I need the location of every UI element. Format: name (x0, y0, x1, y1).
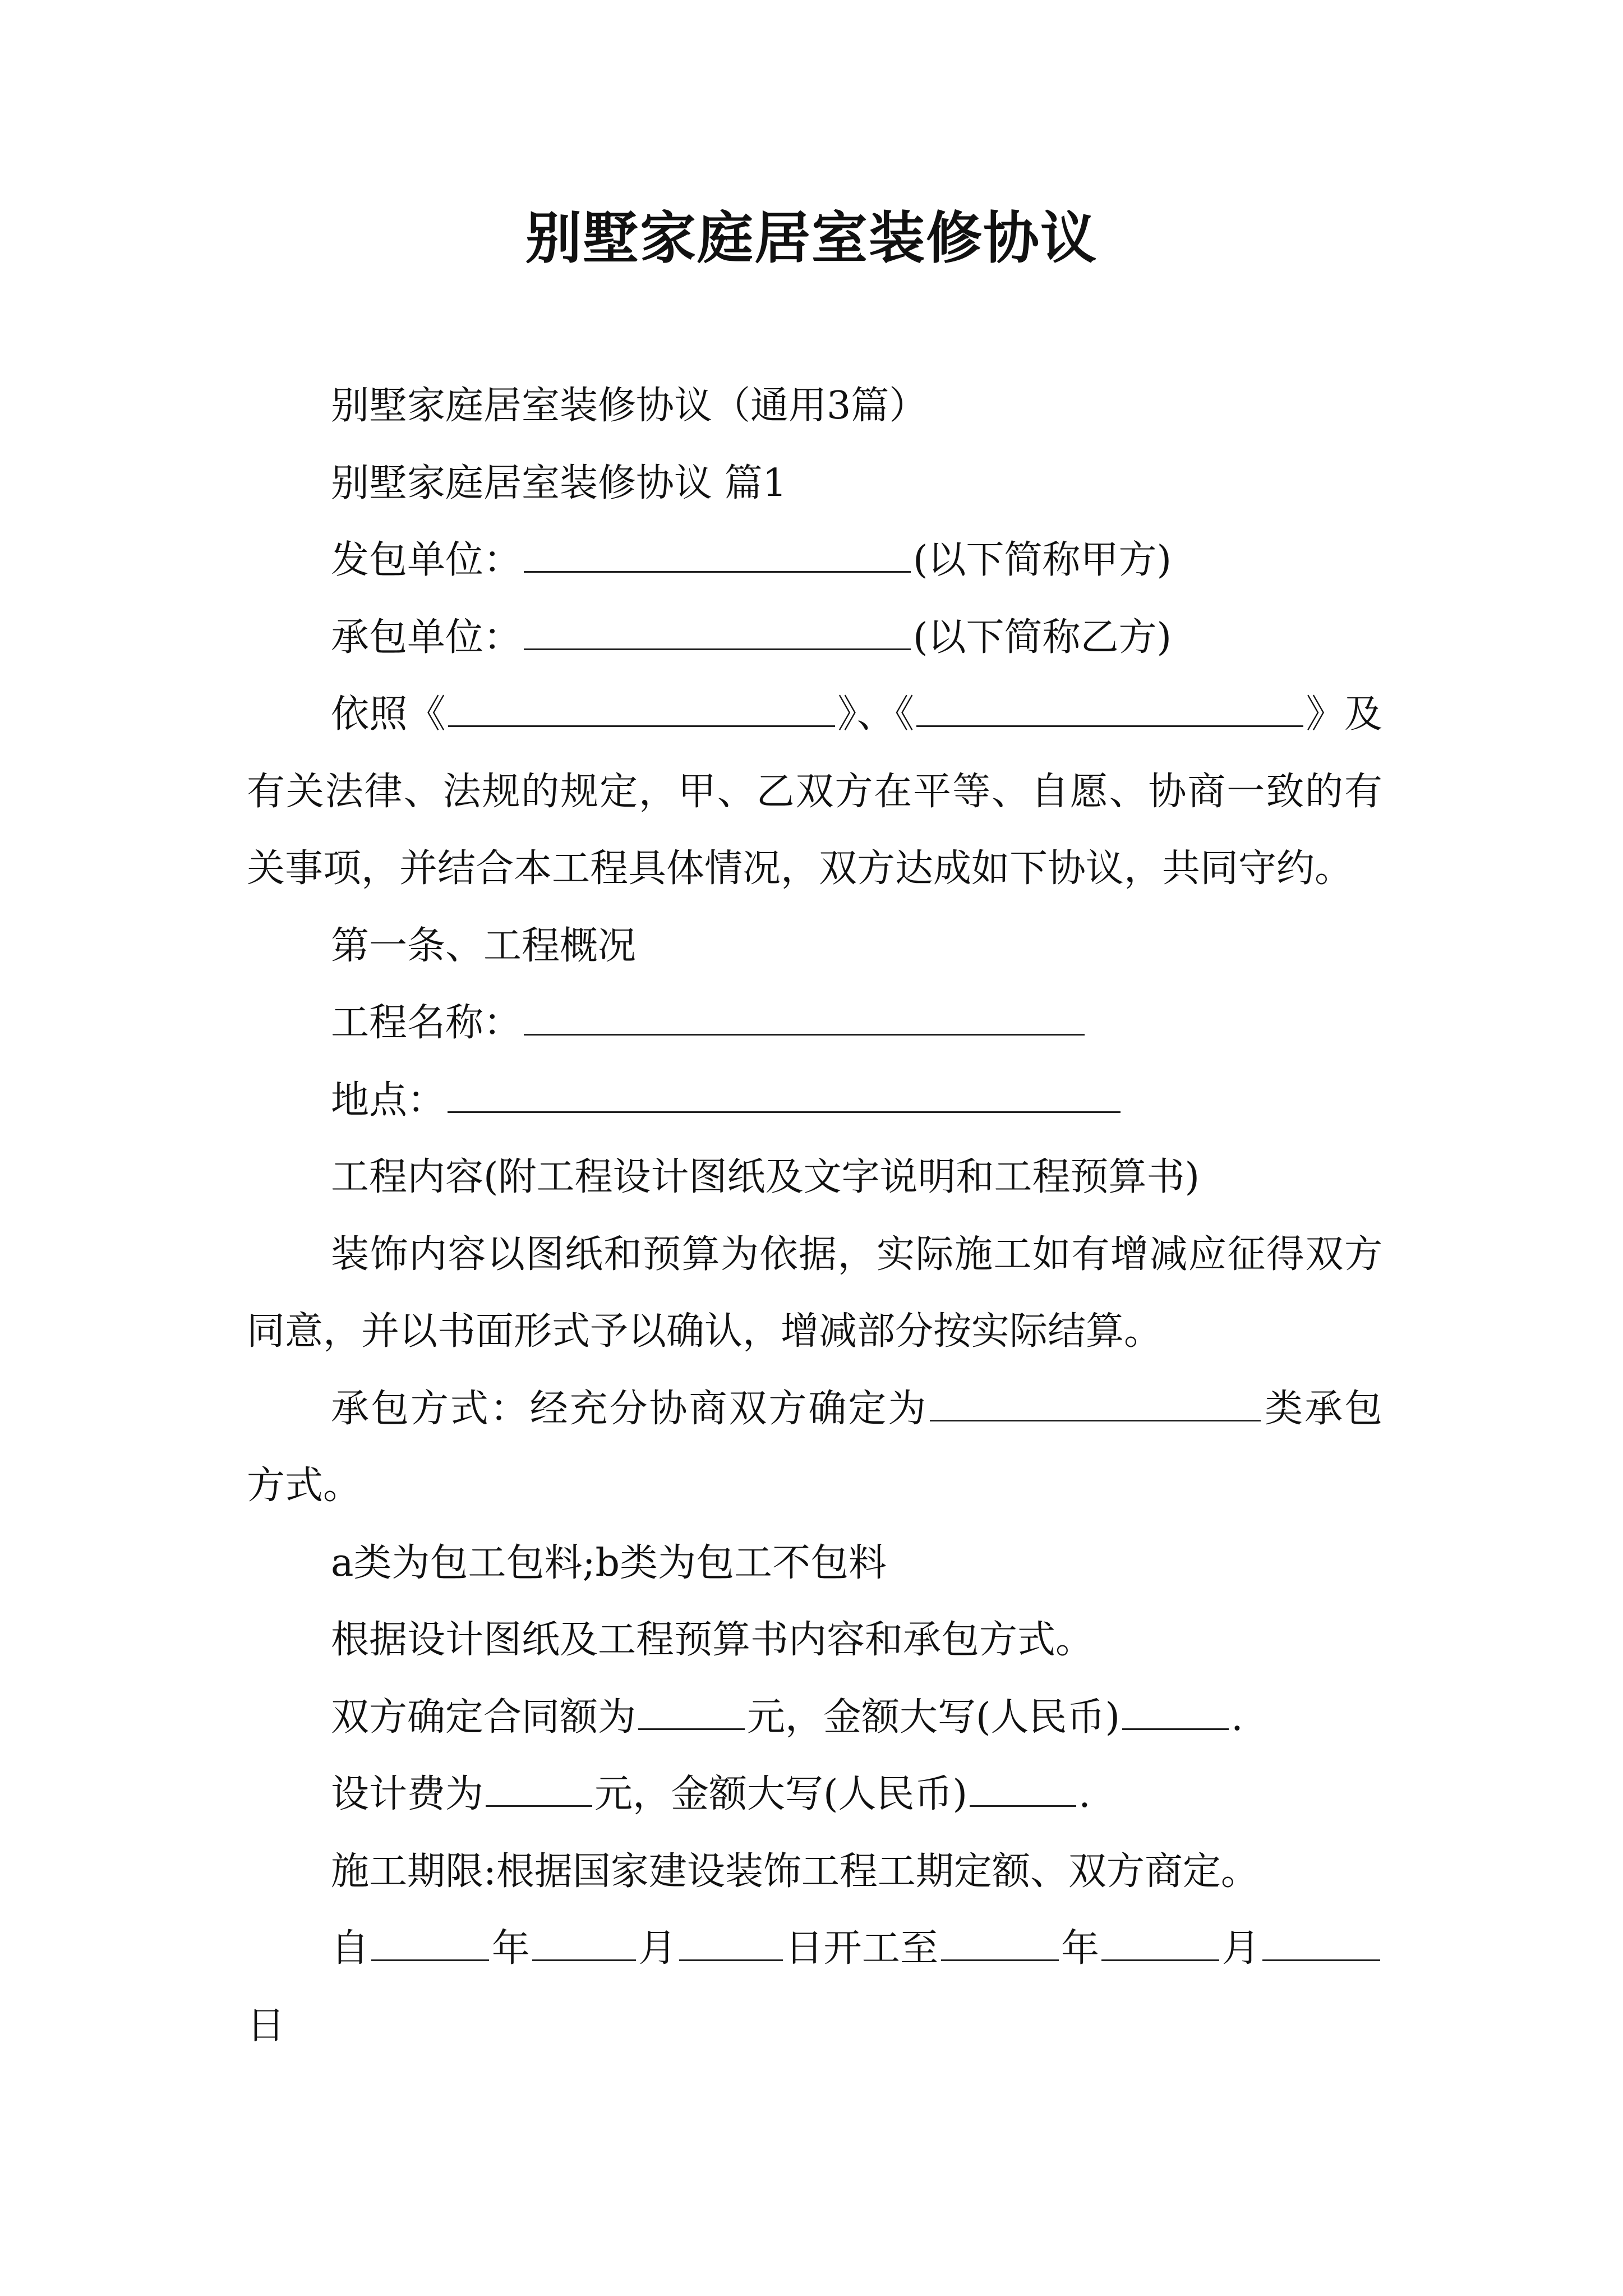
start-year-blank (371, 1925, 489, 1961)
client-suffix: (以下简称甲方) (913, 538, 1172, 582)
basis-blank-2 (916, 691, 1303, 727)
amount-text-a: 双方确定合同额为 (331, 1695, 637, 1740)
paragraph-construction-period (247, 1833, 1382, 1911)
paragraph-text: 别墅家庭居室装修协议（通用3篇） (331, 384, 928, 428)
paragraph-text: 根据设计图纸及工程预算书内容和承包方式。 (331, 1618, 1094, 1662)
paragraph-basis-drawings (247, 1602, 1382, 1679)
basis-text-a: 依照《 (331, 692, 446, 737)
paragraph-project-content (247, 1139, 1382, 1216)
design-fee-text-b: 元，金额大写(人民币) (594, 1772, 968, 1816)
paragraph-text: a类为包工包料;b类为包工不包料 (331, 1540, 887, 1585)
paragraph-series-title (247, 367, 1382, 445)
paragraph-location (247, 1062, 1382, 1139)
paragraph-dates (247, 1910, 1382, 2064)
paragraph-text: 工程内容(附工程设计图纸及文字说明和工程预算书) (331, 1155, 1200, 1199)
paragraph-mode-types (247, 1525, 1382, 1602)
date-text-month-2: 月 (1221, 1926, 1260, 1971)
amount-blank-figure (638, 1694, 745, 1730)
date-text-month: 月 (638, 1926, 677, 1971)
start-day-blank (679, 1925, 783, 1961)
contractor-blank (524, 614, 911, 650)
client-label: 发包单位： (331, 538, 522, 582)
basis-text-b: 》、《 (837, 692, 915, 737)
date-text-from: 自 (331, 1926, 370, 1971)
end-month-blank (1101, 1925, 1219, 1961)
contract-mode-text-a: 承包方式：经充分协商双方确定为 (331, 1386, 928, 1431)
document-title: 别墅家庭居室装修协议 (525, 205, 1098, 271)
paragraph-basis (247, 676, 1382, 908)
basis-text-c: 》及有关法律、法规的规定，甲、乙双方在平等、自愿、协商一致的有关事项，并结合本工程具体情况，双方达成如下协议，共同守约。 (247, 692, 1382, 891)
paragraph-part-title (247, 445, 1382, 522)
project-name-blank (524, 999, 1085, 1036)
contract-mode-text-b: 类承包方式。 (247, 1386, 1382, 1508)
amount-text-c: . (1231, 1695, 1243, 1740)
date-text-day-2: 日 (247, 2003, 285, 2048)
paragraph-article-1 (247, 908, 1382, 985)
end-day-blank (1262, 1925, 1380, 1961)
date-text-start-to: 日开工至 (785, 1926, 939, 1971)
paragraph-design-fee (247, 1756, 1382, 1833)
design-fee-text-c: . (1078, 1772, 1091, 1816)
paragraph-contract-amount (247, 1679, 1382, 1756)
design-fee-text-a: 设计费为 (331, 1772, 484, 1816)
basis-blank-1 (448, 691, 835, 727)
amount-blank-words (1122, 1694, 1229, 1730)
paragraph-text: 施工期限:根据国家建设装饰工程工期定额、双方商定。 (331, 1849, 1259, 1894)
project-name-label: 工程名称： (331, 1001, 522, 1045)
design-fee-blank-words (970, 1770, 1076, 1807)
paragraph-contract-mode (247, 1370, 1382, 1525)
contractor-label: 承包单位： (331, 615, 522, 660)
design-fee-blank-figure (486, 1770, 592, 1807)
end-year-blank (941, 1925, 1059, 1961)
paragraph-text: 别墅家庭居室装修协议 篇1 (331, 461, 787, 505)
paragraph-text: 装饰内容以图纸和预算为依据，实际施工如有增减应征得双方同意，并以书面形式予以确认，增减部分按实际结算。 (247, 1232, 1382, 1354)
paragraph-decoration-content (247, 1216, 1382, 1370)
date-text-year: 年 (491, 1926, 531, 1971)
contract-mode-blank (930, 1385, 1261, 1421)
start-month-blank (532, 1925, 636, 1961)
date-text-year-2: 年 (1061, 1926, 1100, 1971)
contractor-suffix: (以下简称乙方) (913, 615, 1172, 660)
location-blank (448, 1076, 1121, 1113)
amount-text-b: 元，金额大写(人民币) (747, 1695, 1121, 1740)
client-blank (524, 536, 911, 573)
paragraph-contractor (247, 599, 1382, 677)
paragraph-client (247, 522, 1382, 599)
document-body (247, 367, 1382, 2064)
paragraph-text: 第一条、工程概况 (331, 923, 637, 968)
location-label: 地点： (331, 1078, 446, 1122)
paragraph-project-name (247, 984, 1382, 1062)
